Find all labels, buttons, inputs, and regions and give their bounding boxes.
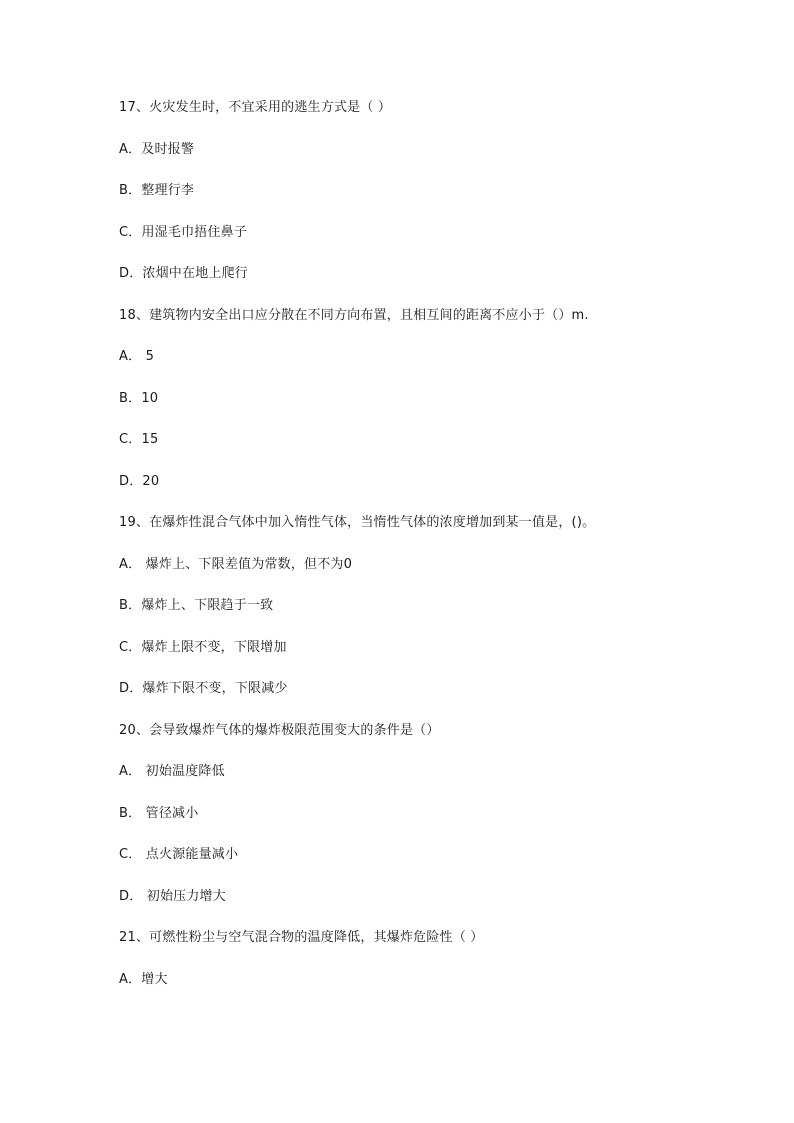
question-17-option-a: A．及时报警 [119,142,195,157]
question-19-option-d: D．爆炸下限不变，下限减少 [119,681,288,696]
question-21-stem: 21、可燃性粉尘与空气混合物的温度降低，其爆炸危险性（ ） [119,930,484,945]
question-17-stem: 17、火灾发生时，不宜采用的逃生方式是（ ） [119,100,392,115]
question-21-option-a: A．增大 [119,972,168,987]
question-18-stem: 18、建筑物内安全出口应分散在不同方向布置，且相互间的距离不应小于（）m. [119,308,589,323]
question-20-option-d: D． 初始压力增大 [119,889,226,904]
question-20-stem: 20、会导致爆炸气体的爆炸极限范围变大的条件是（） [119,723,440,738]
question-18-option-a: A． 5 [119,349,155,364]
question-17-option-c: C．用湿毛巾捂住鼻子 [119,225,248,240]
question-19-option-a: A． 爆炸上、下限差值为常数，但不为0 [119,557,353,572]
question-19-option-c: C．爆炸上限不变，下限增加 [119,640,287,655]
question-20-option-c: C． 点火源能量减小 [119,847,239,862]
question-18-option-b: B．10 [119,391,159,406]
question-20-option-b: B． 管径减小 [119,806,199,821]
question-20-option-a: A． 初始温度降低 [119,764,225,779]
question-18-option-c: C．15 [119,432,159,447]
question-17-option-d: D．浓烟中在地上爬行 [119,266,249,281]
question-19-stem: 19、在爆炸性混合气体中加入惰性气体，当惰性气体的浓度增加到某一值是，()。 [119,515,596,530]
question-18-option-d: D．20 [119,474,160,489]
question-19-option-b: B．爆炸上、下限趋于一致 [119,598,274,613]
question-17-option-b: B．整理行李 [119,183,195,198]
